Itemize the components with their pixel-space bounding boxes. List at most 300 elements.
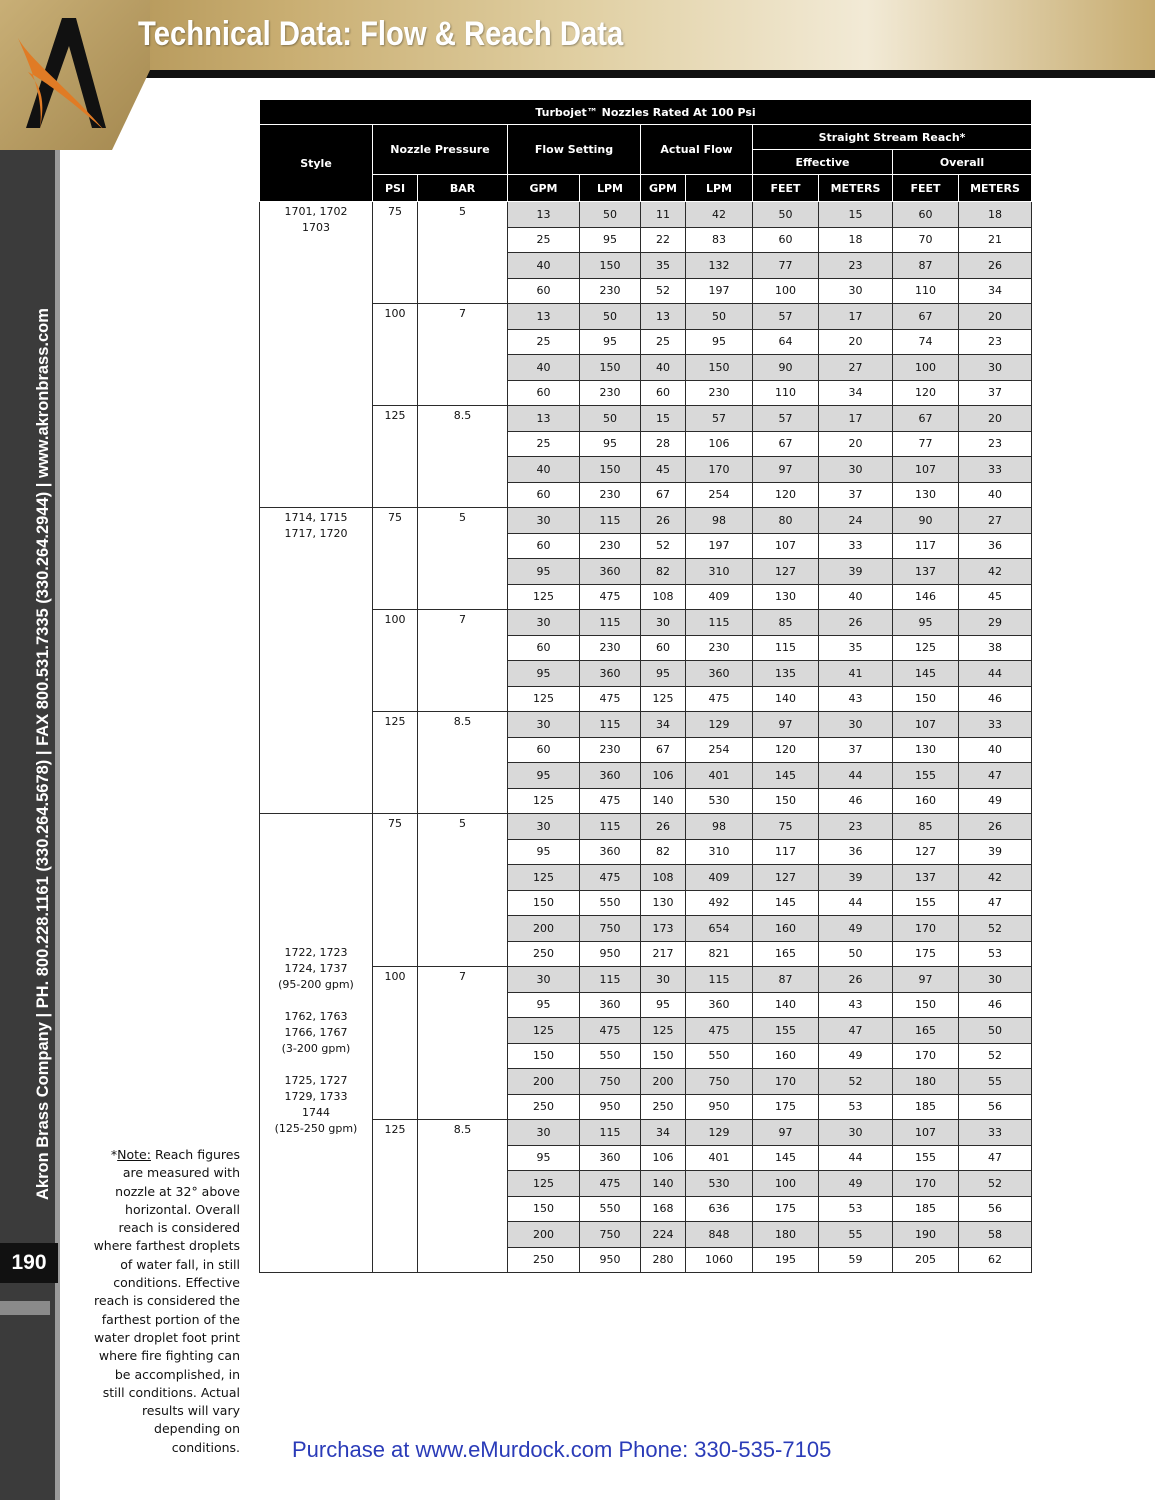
lpm-setting-cell: 750	[580, 1069, 641, 1095]
meters-overall-cell: 33	[959, 457, 1032, 483]
feet-overall-cell: 77	[893, 431, 959, 457]
gpm-actual-cell: 95	[641, 992, 686, 1018]
feet-effective-cell: 87	[753, 967, 819, 993]
feet-effective-cell: 90	[753, 355, 819, 381]
bar-cell: 5	[418, 814, 508, 967]
gpm-setting-cell: 40	[508, 355, 580, 381]
gpm-setting-cell: 250	[508, 1247, 580, 1273]
gpm-setting-cell: 125	[508, 788, 580, 814]
psi-cell: 125	[373, 1120, 418, 1273]
feet-overall-cell: 190	[893, 1222, 959, 1248]
gpm-setting-cell: 250	[508, 941, 580, 967]
meters-overall-cell: 56	[959, 1196, 1032, 1222]
gpm-setting-cell: 13	[508, 202, 580, 228]
lpm-actual-cell: 230	[686, 380, 753, 406]
feet-overall-cell: 185	[893, 1196, 959, 1222]
lpm-setting-cell: 95	[580, 227, 641, 253]
meters-overall-cell: 47	[959, 763, 1032, 789]
lpm-actual-cell: 57	[686, 406, 753, 432]
meters-effective-cell: 43	[819, 686, 893, 712]
lpm-actual-cell: 98	[686, 814, 753, 840]
lpm-actual-cell: 310	[686, 839, 753, 865]
meters-overall-cell: 26	[959, 814, 1032, 840]
gpm-actual-cell: 30	[641, 610, 686, 636]
meters-effective-cell: 17	[819, 406, 893, 432]
meters-effective-cell: 30	[819, 1120, 893, 1146]
lpm-setting-cell: 230	[580, 380, 641, 406]
feet-overall-cell: 137	[893, 865, 959, 891]
lpm-actual-cell: 950	[686, 1094, 753, 1120]
meters-overall-cell: 52	[959, 1171, 1032, 1197]
meters-effective-cell: 44	[819, 763, 893, 789]
gpm-actual-cell: 26	[641, 814, 686, 840]
gpm-setting-cell: 125	[508, 865, 580, 891]
gpm-setting-cell: 30	[508, 814, 580, 840]
feet-effective-cell: 80	[753, 508, 819, 534]
meters-effective-cell: 49	[819, 1043, 893, 1069]
gpm-setting-cell: 25	[508, 329, 580, 355]
lpm-setting-cell: 360	[580, 1145, 641, 1171]
lpm-setting-cell: 230	[580, 278, 641, 304]
meters-effective-cell: 33	[819, 533, 893, 559]
feet-overall-cell: 90	[893, 508, 959, 534]
meters-effective-cell: 44	[819, 890, 893, 916]
bar-cell: 8.5	[418, 1120, 508, 1273]
lpm-setting-cell: 115	[580, 967, 641, 993]
feet-effective-cell: 180	[753, 1222, 819, 1248]
gpm-setting-cell: 60	[508, 380, 580, 406]
feet-overall-cell: 160	[893, 788, 959, 814]
feet-effective-cell: 135	[753, 661, 819, 687]
gpm-setting-cell: 95	[508, 661, 580, 687]
lpm-setting-cell: 750	[580, 1222, 641, 1248]
feet-effective-cell: 150	[753, 788, 819, 814]
feet-effective-cell: 107	[753, 533, 819, 559]
feet-overall-cell: 70	[893, 227, 959, 253]
header-lpm-actual: LPM	[686, 175, 753, 202]
lpm-actual-cell: 95	[686, 329, 753, 355]
psi-cell: 100	[373, 967, 418, 1120]
feet-effective-cell: 145	[753, 763, 819, 789]
lpm-actual-cell: 129	[686, 712, 753, 738]
meters-overall-cell: 30	[959, 967, 1032, 993]
lpm-actual-cell: 401	[686, 1145, 753, 1171]
meters-overall-cell: 44	[959, 661, 1032, 687]
gpm-actual-cell: 130	[641, 890, 686, 916]
gpm-setting-cell: 40	[508, 457, 580, 483]
feet-overall-cell: 110	[893, 278, 959, 304]
feet-overall-cell: 205	[893, 1247, 959, 1273]
meters-overall-cell: 27	[959, 508, 1032, 534]
gpm-setting-cell: 30	[508, 610, 580, 636]
gpm-actual-cell: 28	[641, 431, 686, 457]
lpm-actual-cell: 197	[686, 278, 753, 304]
header-meters-effective: METERS	[819, 175, 893, 202]
gpm-actual-cell: 106	[641, 1145, 686, 1171]
header-style: Style	[260, 125, 373, 202]
lpm-setting-cell: 475	[580, 686, 641, 712]
lpm-setting-cell: 95	[580, 329, 641, 355]
note-lead: Note:	[117, 1147, 151, 1162]
gpm-actual-cell: 40	[641, 355, 686, 381]
feet-effective-cell: 130	[753, 584, 819, 610]
feet-overall-cell: 150	[893, 686, 959, 712]
meters-effective-cell: 37	[819, 482, 893, 508]
table-row	[260, 814, 1032, 840]
lpm-setting-cell: 115	[580, 712, 641, 738]
psi-cell: 75	[373, 814, 418, 967]
feet-effective-cell: 97	[753, 457, 819, 483]
gpm-actual-cell: 34	[641, 1120, 686, 1146]
gpm-actual-cell: 35	[641, 253, 686, 279]
feet-overall-cell: 120	[893, 380, 959, 406]
gpm-setting-cell: 95	[508, 839, 580, 865]
psi-cell: 75	[373, 508, 418, 610]
page-number: 190	[11, 1251, 47, 1274]
lpm-setting-cell: 150	[580, 253, 641, 279]
meters-overall-cell: 21	[959, 227, 1032, 253]
feet-overall-cell: 74	[893, 329, 959, 355]
gpm-actual-cell: 106	[641, 763, 686, 789]
lpm-setting-cell: 360	[580, 763, 641, 789]
meters-effective-cell: 26	[819, 610, 893, 636]
gpm-actual-cell: 13	[641, 304, 686, 330]
feet-overall-cell: 155	[893, 890, 959, 916]
gpm-actual-cell: 82	[641, 839, 686, 865]
lpm-setting-cell: 50	[580, 304, 641, 330]
lpm-setting-cell: 475	[580, 865, 641, 891]
gpm-setting-cell: 60	[508, 482, 580, 508]
gpm-actual-cell: 60	[641, 635, 686, 661]
header-feet-overall: FEET	[893, 175, 959, 202]
meters-effective-cell: 36	[819, 839, 893, 865]
feet-overall-cell: 175	[893, 941, 959, 967]
meters-overall-cell: 46	[959, 992, 1032, 1018]
feet-effective-cell: 77	[753, 253, 819, 279]
meters-effective-cell: 30	[819, 457, 893, 483]
header-reach: Straight Stream Reach*	[753, 125, 1032, 150]
gpm-actual-cell: 82	[641, 559, 686, 585]
gpm-actual-cell: 52	[641, 278, 686, 304]
feet-effective-cell: 60	[753, 227, 819, 253]
meters-effective-cell: 49	[819, 1171, 893, 1197]
lpm-setting-cell: 475	[580, 1171, 641, 1197]
feet-effective-cell: 140	[753, 686, 819, 712]
lpm-actual-cell: 654	[686, 916, 753, 942]
gpm-actual-cell: 140	[641, 788, 686, 814]
style-cell: 1714, 1715 1717, 1720	[260, 508, 373, 814]
header-actual-flow: Actual Flow	[641, 125, 753, 175]
feet-overall-cell: 137	[893, 559, 959, 585]
meters-overall-cell: 23	[959, 431, 1032, 457]
feet-overall-cell: 145	[893, 661, 959, 687]
akron-logo	[0, 0, 150, 150]
gpm-setting-cell: 60	[508, 635, 580, 661]
meters-effective-cell: 53	[819, 1196, 893, 1222]
page-number-bar	[0, 1301, 50, 1315]
feet-effective-cell: 160	[753, 916, 819, 942]
lpm-actual-cell: 115	[686, 610, 753, 636]
table-row	[260, 202, 1032, 228]
meters-overall-cell: 49	[959, 788, 1032, 814]
gpm-setting-cell: 25	[508, 227, 580, 253]
meters-overall-cell: 26	[959, 253, 1032, 279]
gpm-setting-cell: 13	[508, 406, 580, 432]
lpm-setting-cell: 150	[580, 457, 641, 483]
gpm-actual-cell: 95	[641, 661, 686, 687]
meters-effective-cell: 47	[819, 1018, 893, 1044]
header-bar: BAR	[418, 175, 508, 202]
gpm-actual-cell: 168	[641, 1196, 686, 1222]
lpm-actual-cell: 230	[686, 635, 753, 661]
lpm-actual-cell: 750	[686, 1069, 753, 1095]
meters-overall-cell: 45	[959, 584, 1032, 610]
lpm-setting-cell: 150	[580, 355, 641, 381]
meters-effective-cell: 40	[819, 584, 893, 610]
feet-effective-cell: 85	[753, 610, 819, 636]
gpm-setting-cell: 95	[508, 992, 580, 1018]
gpm-actual-cell: 200	[641, 1069, 686, 1095]
feet-overall-cell: 107	[893, 457, 959, 483]
style-cell: 1701, 1702 1703	[260, 202, 373, 508]
lpm-setting-cell: 360	[580, 661, 641, 687]
feet-overall-cell: 95	[893, 610, 959, 636]
gpm-setting-cell: 125	[508, 1018, 580, 1044]
gpm-setting-cell: 30	[508, 967, 580, 993]
meters-effective-cell: 39	[819, 559, 893, 585]
gpm-actual-cell: 108	[641, 865, 686, 891]
lpm-actual-cell: 475	[686, 1018, 753, 1044]
feet-effective-cell: 155	[753, 1018, 819, 1044]
feet-overall-cell: 67	[893, 406, 959, 432]
gpm-actual-cell: 22	[641, 227, 686, 253]
lpm-actual-cell: 310	[686, 559, 753, 585]
meters-overall-cell: 42	[959, 865, 1032, 891]
gpm-actual-cell: 173	[641, 916, 686, 942]
lpm-setting-cell: 115	[580, 610, 641, 636]
meters-effective-cell: 44	[819, 1145, 893, 1171]
header-feet-effective: FEET	[753, 175, 819, 202]
meters-effective-cell: 26	[819, 967, 893, 993]
feet-effective-cell: 165	[753, 941, 819, 967]
psi-cell: 125	[373, 406, 418, 508]
feet-effective-cell: 64	[753, 329, 819, 355]
gpm-actual-cell: 45	[641, 457, 686, 483]
lpm-setting-cell: 230	[580, 635, 641, 661]
lpm-setting-cell: 230	[580, 482, 641, 508]
gpm-setting-cell: 60	[508, 737, 580, 763]
feet-overall-cell: 170	[893, 1171, 959, 1197]
meters-effective-cell: 59	[819, 1247, 893, 1273]
meters-effective-cell: 46	[819, 788, 893, 814]
psi-cell: 100	[373, 304, 418, 406]
feet-effective-cell: 127	[753, 865, 819, 891]
lpm-setting-cell: 230	[580, 533, 641, 559]
contact-info: Akron Brass Company | PH. 800.228.1161 (330.264.5678) | FAX 800.531.7335 (330.264.2944) | www.akronbrass.com	[34, 308, 52, 1200]
meters-effective-cell: 35	[819, 635, 893, 661]
feet-effective-cell: 100	[753, 278, 819, 304]
feet-effective-cell: 145	[753, 1145, 819, 1171]
meters-overall-cell: 55	[959, 1069, 1032, 1095]
feet-overall-cell: 165	[893, 1018, 959, 1044]
psi-cell: 125	[373, 712, 418, 814]
lpm-actual-cell: 83	[686, 227, 753, 253]
table-caption: Turbojet™ Nozzles Rated At 100 Psi	[260, 100, 1032, 125]
feet-effective-cell: 75	[753, 814, 819, 840]
lpm-actual-cell: 821	[686, 941, 753, 967]
bar-cell: 7	[418, 304, 508, 406]
gpm-actual-cell: 125	[641, 1018, 686, 1044]
feet-overall-cell: 107	[893, 1120, 959, 1146]
lpm-setting-cell: 360	[580, 839, 641, 865]
lpm-actual-cell: 254	[686, 737, 753, 763]
meters-effective-cell: 49	[819, 916, 893, 942]
bar-cell: 7	[418, 610, 508, 712]
lpm-actual-cell: 42	[686, 202, 753, 228]
meters-effective-cell: 53	[819, 1094, 893, 1120]
meters-overall-cell: 37	[959, 380, 1032, 406]
lpm-actual-cell: 170	[686, 457, 753, 483]
feet-effective-cell: 97	[753, 712, 819, 738]
feet-effective-cell: 120	[753, 482, 819, 508]
table-body	[260, 202, 1032, 1273]
gpm-setting-cell: 60	[508, 278, 580, 304]
feet-overall-cell: 155	[893, 763, 959, 789]
table-row	[260, 967, 1032, 993]
feet-overall-cell: 125	[893, 635, 959, 661]
feet-overall-cell: 170	[893, 916, 959, 942]
lpm-setting-cell: 950	[580, 1094, 641, 1120]
meters-overall-cell: 50	[959, 1018, 1032, 1044]
lpm-actual-cell: 475	[686, 686, 753, 712]
lpm-setting-cell: 950	[580, 941, 641, 967]
meters-effective-cell: 23	[819, 814, 893, 840]
psi-cell: 100	[373, 610, 418, 712]
lpm-setting-cell: 475	[580, 788, 641, 814]
lpm-actual-cell: 492	[686, 890, 753, 916]
gpm-actual-cell: 150	[641, 1043, 686, 1069]
meters-overall-cell: 18	[959, 202, 1032, 228]
gpm-setting-cell: 150	[508, 890, 580, 916]
feet-effective-cell: 115	[753, 635, 819, 661]
gpm-actual-cell: 140	[641, 1171, 686, 1197]
header-lpm-setting: LPM	[580, 175, 641, 202]
feet-overall-cell: 146	[893, 584, 959, 610]
lpm-setting-cell: 360	[580, 992, 641, 1018]
meters-effective-cell: 50	[819, 941, 893, 967]
gpm-actual-cell: 67	[641, 482, 686, 508]
feet-effective-cell: 67	[753, 431, 819, 457]
meters-overall-cell: 36	[959, 533, 1032, 559]
lpm-actual-cell: 360	[686, 661, 753, 687]
meters-overall-cell: 39	[959, 839, 1032, 865]
lpm-setting-cell: 950	[580, 1247, 641, 1273]
feet-effective-cell: 160	[753, 1043, 819, 1069]
lpm-setting-cell: 550	[580, 1043, 641, 1069]
meters-effective-cell: 52	[819, 1069, 893, 1095]
header-flow-setting: Flow Setting	[508, 125, 641, 175]
gpm-setting-cell: 200	[508, 1069, 580, 1095]
gpm-actual-cell: 67	[641, 737, 686, 763]
lpm-setting-cell: 750	[580, 916, 641, 942]
lpm-setting-cell: 115	[580, 1120, 641, 1146]
gpm-actual-cell: 224	[641, 1222, 686, 1248]
bar-cell: 5	[418, 508, 508, 610]
meters-overall-cell: 58	[959, 1222, 1032, 1248]
gpm-setting-cell: 13	[508, 304, 580, 330]
meters-overall-cell: 38	[959, 635, 1032, 661]
feet-effective-cell: 175	[753, 1094, 819, 1120]
purchase-footer: Purchase at www.eMurdock.com Phone: 330-535-7105	[292, 1437, 832, 1462]
gpm-setting-cell: 25	[508, 431, 580, 457]
meters-overall-cell: 34	[959, 278, 1032, 304]
lpm-setting-cell: 115	[580, 508, 641, 534]
header-effective: Effective	[753, 150, 893, 175]
gpm-actual-cell: 250	[641, 1094, 686, 1120]
bar-cell: 8.5	[418, 712, 508, 814]
meters-overall-cell: 42	[959, 559, 1032, 585]
meters-effective-cell: 27	[819, 355, 893, 381]
gpm-setting-cell: 250	[508, 1094, 580, 1120]
feet-effective-cell: 120	[753, 737, 819, 763]
table-row	[260, 406, 1032, 432]
lpm-setting-cell: 360	[580, 559, 641, 585]
lpm-actual-cell: 636	[686, 1196, 753, 1222]
feet-overall-cell: 97	[893, 967, 959, 993]
lpm-setting-cell: 50	[580, 202, 641, 228]
feet-effective-cell: 117	[753, 839, 819, 865]
feet-effective-cell: 140	[753, 992, 819, 1018]
meters-overall-cell: 62	[959, 1247, 1032, 1273]
meters-overall-cell: 29	[959, 610, 1032, 636]
meters-effective-cell: 17	[819, 304, 893, 330]
meters-overall-cell: 30	[959, 355, 1032, 381]
lpm-actual-cell: 132	[686, 253, 753, 279]
feet-overall-cell: 100	[893, 355, 959, 381]
lpm-setting-cell: 50	[580, 406, 641, 432]
meters-overall-cell: 23	[959, 329, 1032, 355]
lpm-actual-cell: 1060	[686, 1247, 753, 1273]
gpm-actual-cell: 30	[641, 967, 686, 993]
lpm-actual-cell: 197	[686, 533, 753, 559]
gpm-setting-cell: 150	[508, 1196, 580, 1222]
table-row	[260, 610, 1032, 636]
gpm-actual-cell: 280	[641, 1247, 686, 1273]
gpm-actual-cell: 125	[641, 686, 686, 712]
header-meters-overall: METERS	[959, 175, 1032, 202]
psi-cell: 75	[373, 202, 418, 304]
gpm-setting-cell: 150	[508, 1043, 580, 1069]
gpm-setting-cell: 200	[508, 916, 580, 942]
lpm-actual-cell: 254	[686, 482, 753, 508]
meters-effective-cell: 37	[819, 737, 893, 763]
feet-overall-cell: 67	[893, 304, 959, 330]
bar-cell: 7	[418, 967, 508, 1120]
gpm-setting-cell: 30	[508, 712, 580, 738]
lpm-actual-cell: 409	[686, 865, 753, 891]
feet-effective-cell: 97	[753, 1120, 819, 1146]
meters-effective-cell: 30	[819, 712, 893, 738]
feet-effective-cell: 57	[753, 304, 819, 330]
table-row	[260, 1120, 1032, 1146]
gpm-actual-cell: 15	[641, 406, 686, 432]
feet-effective-cell: 195	[753, 1247, 819, 1273]
meters-overall-cell: 47	[959, 1145, 1032, 1171]
meters-effective-cell: 24	[819, 508, 893, 534]
feet-overall-cell: 150	[893, 992, 959, 1018]
header-gpm-setting: GPM	[508, 175, 580, 202]
meters-overall-cell: 52	[959, 1043, 1032, 1069]
